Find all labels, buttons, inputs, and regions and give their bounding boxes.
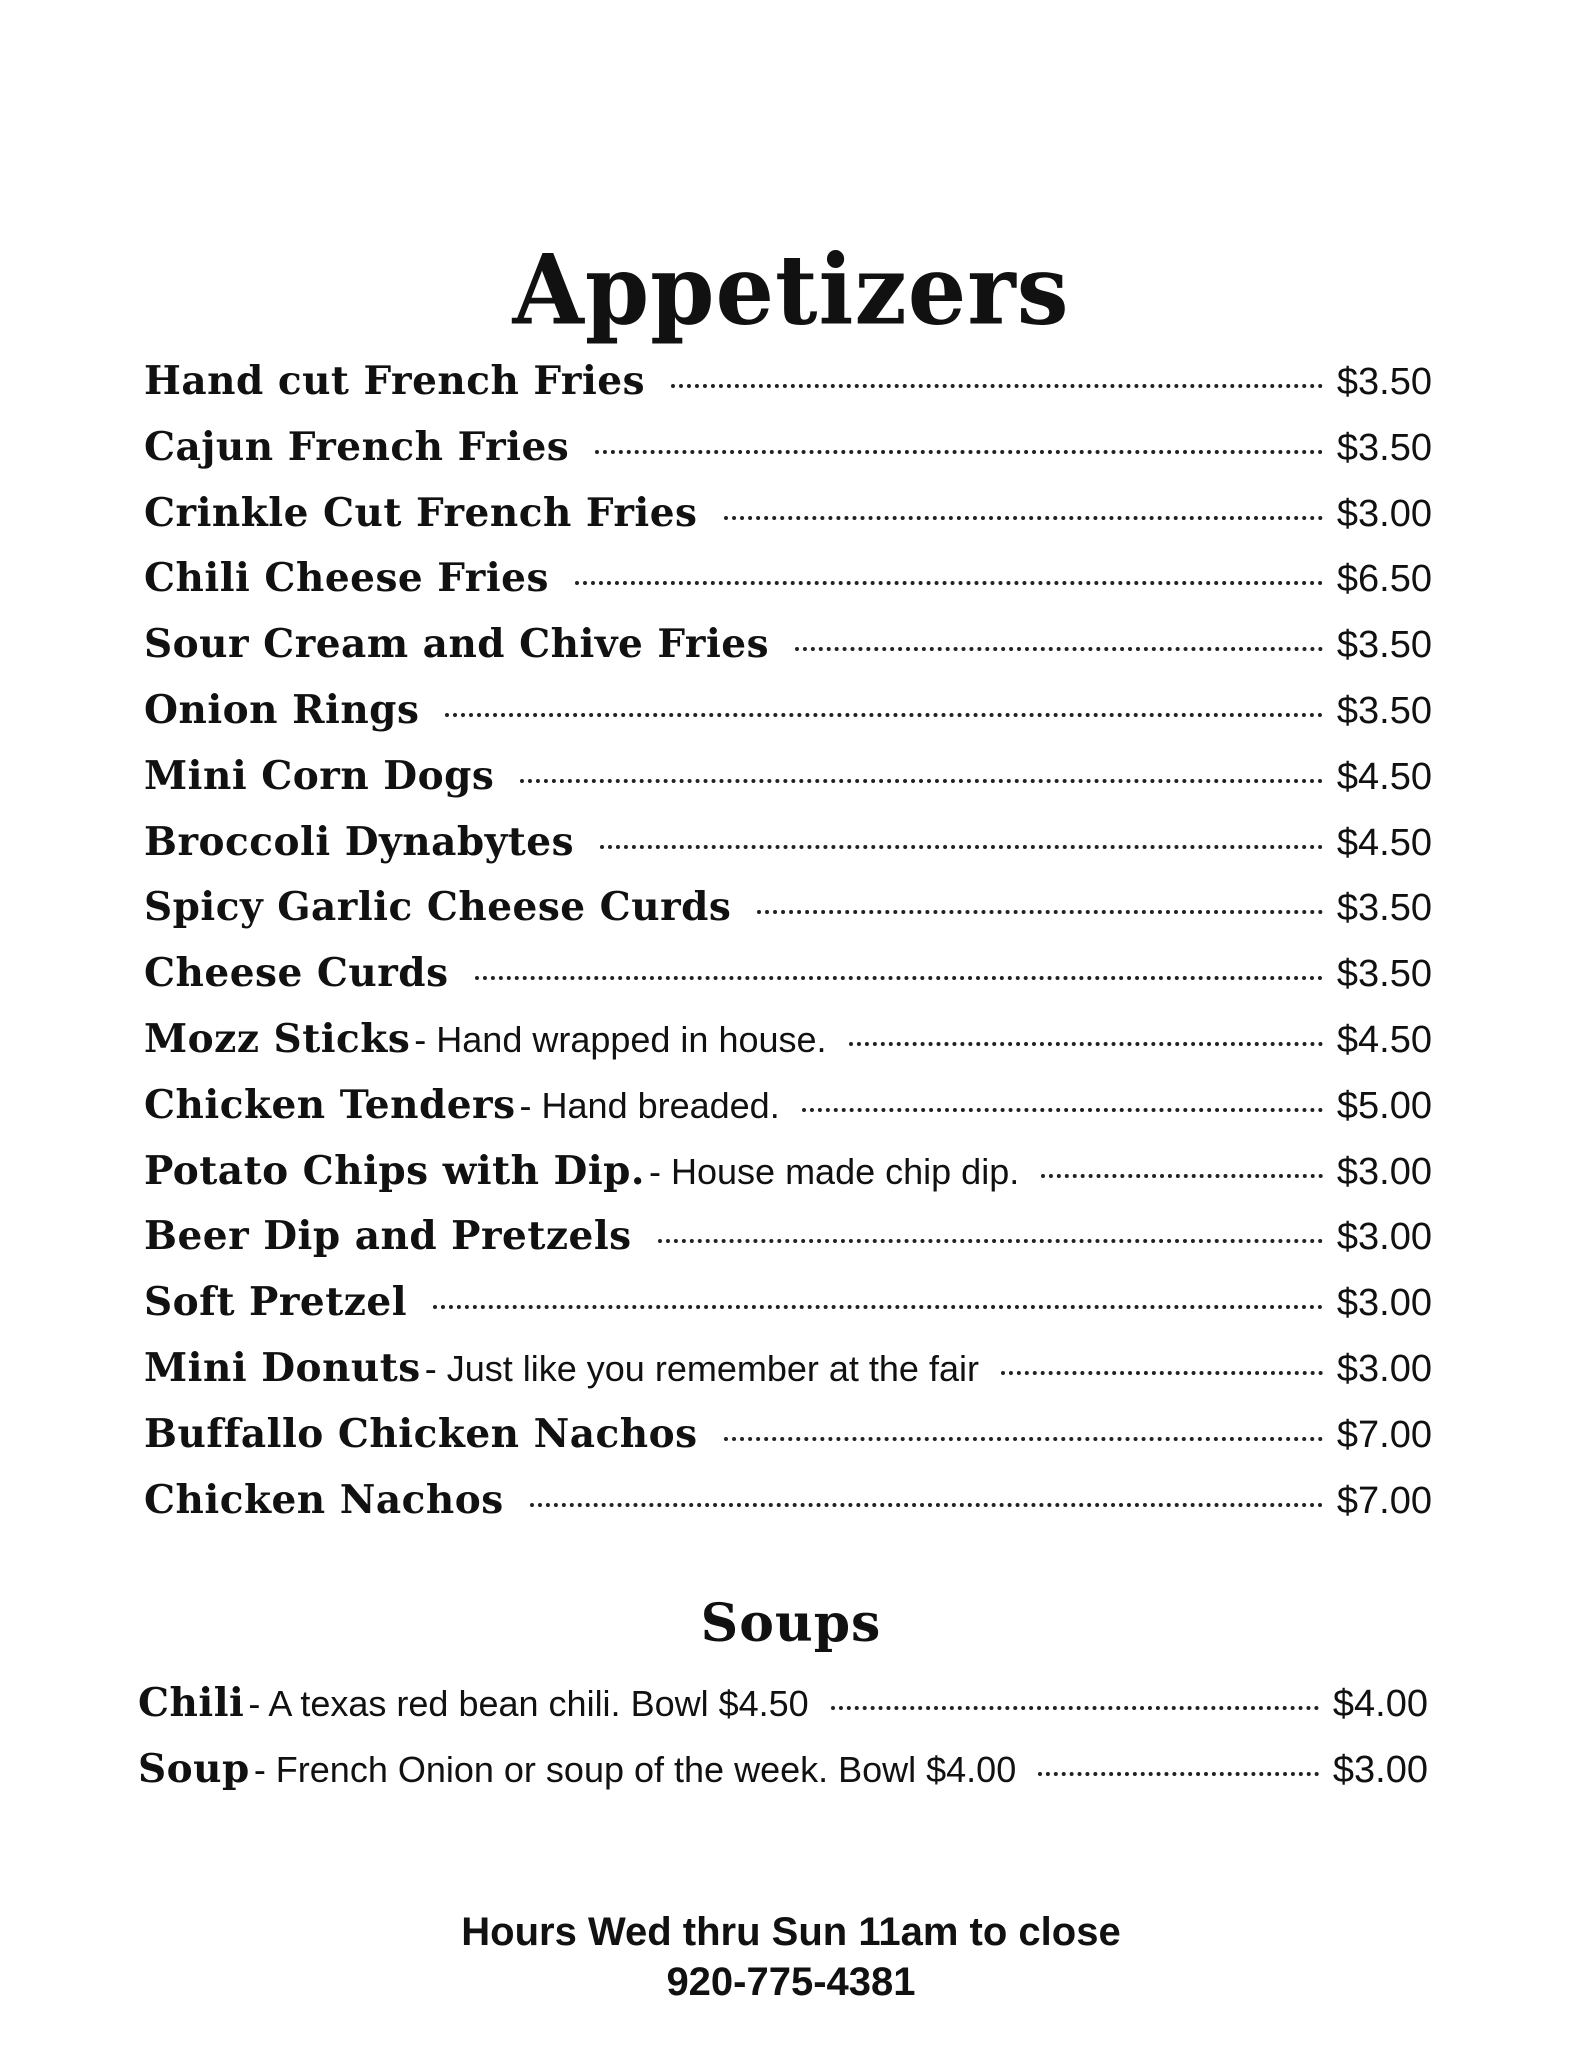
business-hours: Hours Wed thru Sun 11am to close	[461, 1910, 1121, 1954]
menu-item	[138, 1746, 1428, 1812]
menu-item	[144, 1279, 1432, 1345]
item-name: Crinkle Cut French Fries	[144, 489, 698, 536]
item-name: Soup	[138, 1746, 250, 1792]
menu-item	[144, 1082, 1432, 1148]
item-name: Soft Pretzel	[144, 1279, 408, 1326]
item-name: Chicken Tenders	[144, 1081, 516, 1128]
item-price: $6.50	[1336, 558, 1432, 601]
menu-item	[144, 555, 1432, 621]
menu-item	[144, 1148, 1432, 1214]
menu-item	[144, 621, 1432, 687]
item-name: Onion Rings	[144, 686, 420, 733]
item-name: Chicken Nachos	[144, 1476, 504, 1523]
menu-item	[144, 950, 1432, 1016]
dot-leader	[520, 779, 1323, 783]
item-name: Beer Dip and Pretzels	[144, 1213, 632, 1260]
soups-list	[138, 1680, 1428, 1812]
menu-item	[144, 819, 1432, 885]
item-price: $7.00	[1336, 1413, 1432, 1456]
item-price: $4.50	[1336, 755, 1432, 798]
menu-item	[144, 1345, 1432, 1411]
item-price: $3.50	[1336, 624, 1432, 667]
item-price: $3.50	[1336, 887, 1432, 930]
item-name: Mini Donuts	[144, 1344, 421, 1391]
item-name: Chili Cheese Fries	[144, 555, 549, 602]
dot-leader	[802, 1108, 1323, 1112]
item-name: Broccoli Dynabytes	[144, 818, 575, 865]
dot-leader	[724, 1437, 1323, 1441]
item-price: $7.00	[1336, 1479, 1432, 1522]
item-price: $3.50	[1336, 689, 1432, 732]
item-name: Cajun French Fries	[144, 423, 570, 470]
dot-leader	[600, 845, 1323, 849]
dot-leader	[757, 910, 1323, 914]
dot-leader	[475, 976, 1323, 980]
dot-leader	[658, 1239, 1323, 1243]
item-price: $3.00	[1336, 1347, 1432, 1390]
dot-leader	[530, 1503, 1323, 1507]
item-price: $3.50	[1336, 953, 1432, 996]
item-price: $4.50	[1336, 1018, 1432, 1061]
menu-item	[138, 1680, 1428, 1746]
dot-leader	[595, 450, 1323, 454]
item-description: - French Onion or soup of the week. Bowl $4.00	[253, 1749, 1017, 1790]
menu-item	[144, 490, 1432, 556]
item-description: - A texas red bean chili. Bowl $4.50	[248, 1683, 809, 1724]
menu-item	[144, 687, 1432, 753]
item-name: Potato Chips with Dip.	[144, 1147, 646, 1194]
item-name: Mini Corn Dogs	[144, 752, 495, 799]
item-price: $3.00	[1336, 1216, 1432, 1259]
item-name: Chili	[138, 1680, 245, 1726]
dot-leader	[433, 1305, 1323, 1309]
dot-leader	[831, 1706, 1319, 1710]
item-description: - House made chip dip.	[649, 1150, 1020, 1192]
item-price: $4.50	[1336, 821, 1432, 864]
appetizers-list	[144, 358, 1432, 1542]
item-price: $3.00	[1336, 492, 1432, 535]
dot-leader	[445, 713, 1323, 717]
menu-item	[144, 1411, 1432, 1477]
menu-item	[144, 358, 1432, 424]
item-description: - Hand breaded.	[519, 1084, 780, 1126]
soups-heading: Soups	[700, 1593, 882, 1654]
item-name: Hand cut French Fries	[144, 358, 646, 404]
item-name: Sour Cream and Chive Fries	[144, 621, 770, 668]
menu-item	[144, 753, 1432, 819]
dot-leader	[575, 581, 1323, 585]
item-name: Cheese Curds	[144, 950, 449, 997]
item-price: $5.00	[1336, 1084, 1432, 1127]
dot-leader	[1041, 1174, 1323, 1178]
item-name: Mozz Sticks	[144, 1015, 411, 1062]
item-name: Buffallo Chicken Nachos	[144, 1410, 698, 1457]
dot-leader	[795, 647, 1323, 651]
item-description: - Hand wrapped in house.	[414, 1018, 827, 1060]
dot-leader	[1038, 1772, 1319, 1776]
item-price: $3.50	[1336, 426, 1432, 469]
appetizers-heading: Appetizers	[512, 233, 1070, 347]
phone-number: 920-775-4381	[666, 1960, 916, 2004]
menu-item	[144, 1213, 1432, 1279]
item-price: $4.00	[1332, 1683, 1428, 1725]
menu-item	[144, 424, 1432, 490]
dot-leader	[849, 1042, 1323, 1046]
item-name: Spicy Garlic Cheese Curds	[144, 884, 732, 931]
menu-item	[144, 884, 1432, 950]
item-description: - Just like you remember at the fair	[424, 1347, 979, 1389]
dot-leader	[1001, 1371, 1323, 1375]
item-price: $3.00	[1336, 1282, 1432, 1325]
menu-item	[144, 1016, 1432, 1082]
item-price: $3.00	[1332, 1749, 1428, 1791]
dot-leader	[671, 384, 1323, 388]
item-price: $3.50	[1336, 361, 1432, 403]
dot-leader	[724, 516, 1323, 520]
menu-item	[144, 1477, 1432, 1543]
item-price: $3.00	[1336, 1150, 1432, 1193]
